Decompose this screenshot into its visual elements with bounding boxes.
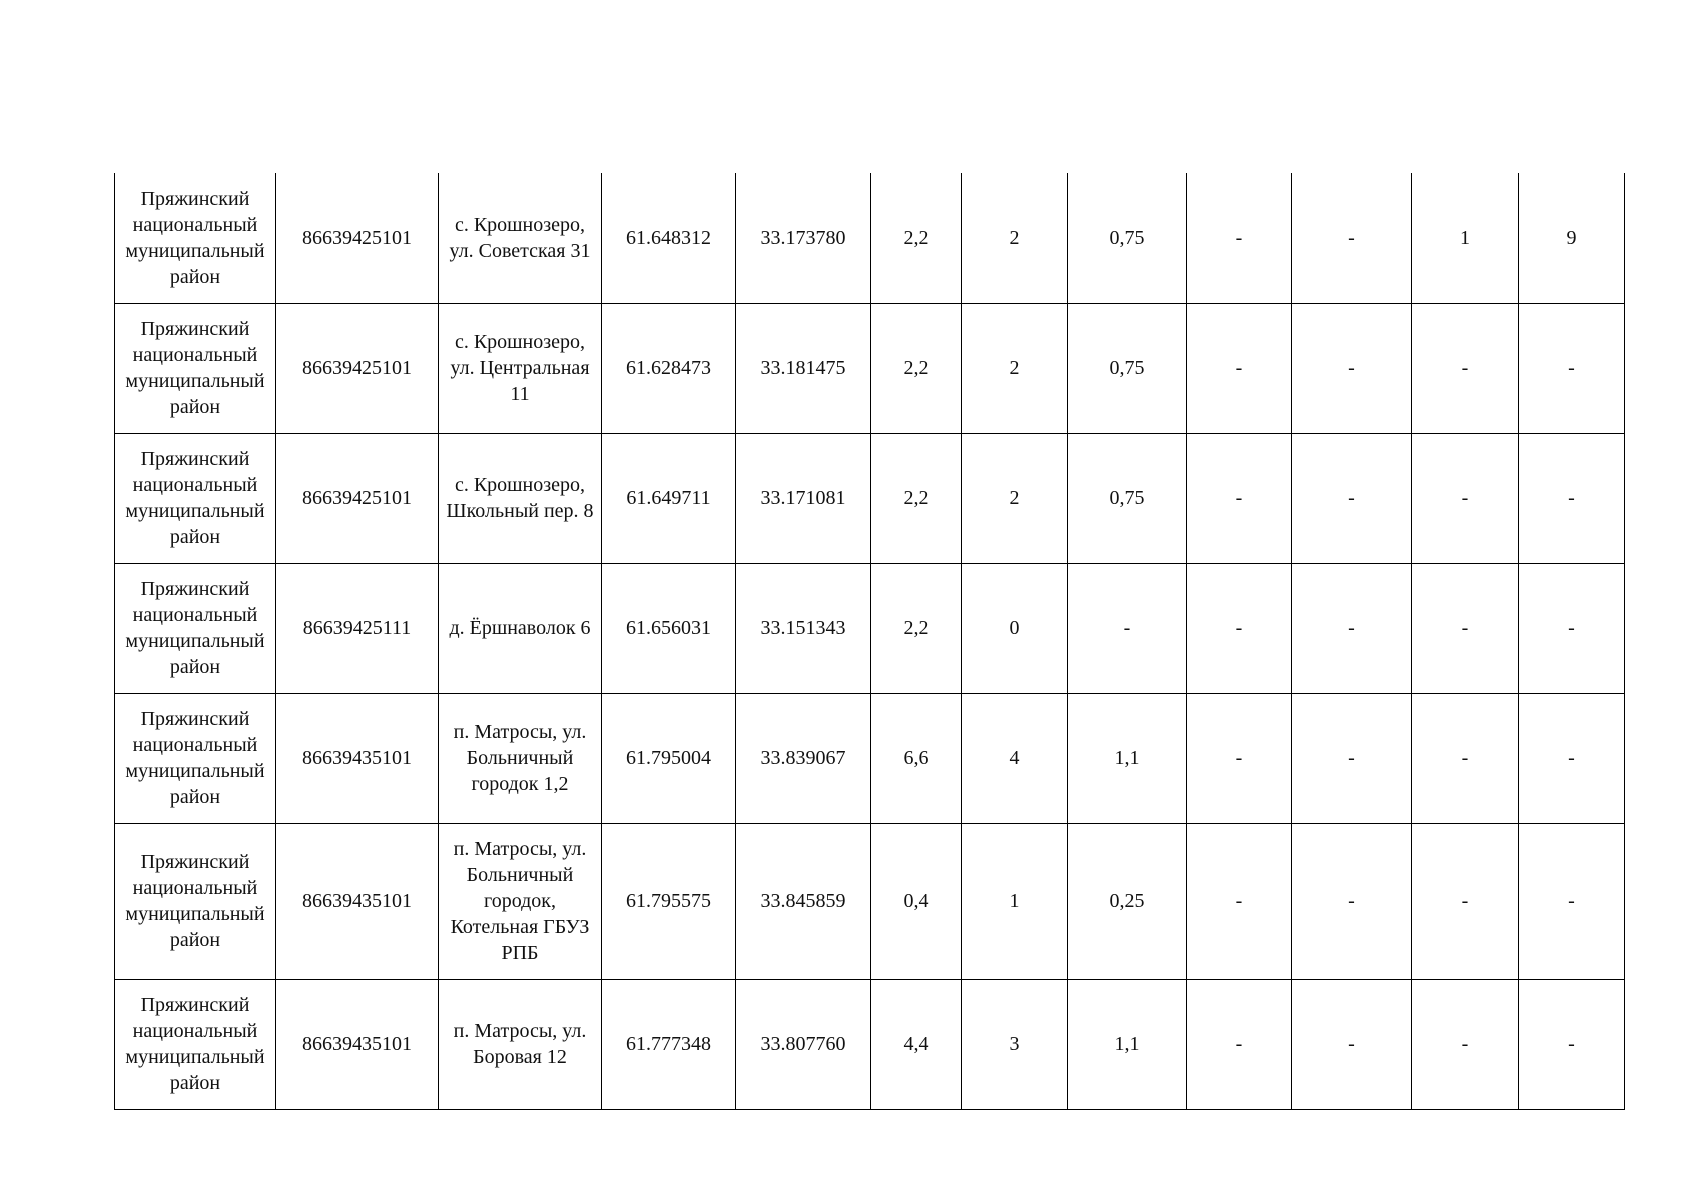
value-cell-7: 2	[962, 433, 1068, 563]
oktmo-code-cell: 86639425101	[276, 303, 439, 433]
value-cell-6: 2,2	[871, 303, 962, 433]
table-row	[115, 693, 1625, 823]
district-cell: Пряжинский национальный муниципальный район	[115, 563, 276, 693]
oktmo-code-cell: 86639435101	[276, 823, 439, 979]
value-cell-12: -	[1519, 433, 1625, 563]
value-cell-7: 2	[962, 173, 1068, 303]
value-cell-9: -	[1187, 303, 1292, 433]
table-row	[115, 979, 1625, 1109]
table-row	[115, 303, 1625, 433]
longitude-cell: 33.173780	[736, 173, 871, 303]
value-cell-10: -	[1292, 563, 1412, 693]
longitude-cell: 33.151343	[736, 563, 871, 693]
address-cell: с. Крошнозеро, Школьный пер. 8	[439, 433, 602, 563]
longitude-cell: 33.171081	[736, 433, 871, 563]
value-cell-9: -	[1187, 823, 1292, 979]
value-cell-11: -	[1412, 823, 1519, 979]
value-cell-12: -	[1519, 303, 1625, 433]
value-cell-11: -	[1412, 693, 1519, 823]
value-cell-6: 0,4	[871, 823, 962, 979]
table-body	[115, 173, 1625, 1109]
table-row	[115, 173, 1625, 303]
district-cell: Пряжинский национальный муниципальный район	[115, 693, 276, 823]
district-cell: Пряжинский национальный муниципальный район	[115, 303, 276, 433]
value-cell-9: -	[1187, 563, 1292, 693]
longitude-cell: 33.807760	[736, 979, 871, 1109]
value-cell-8: 0,75	[1068, 173, 1187, 303]
latitude-cell: 61.795575	[602, 823, 736, 979]
value-cell-12: -	[1519, 693, 1625, 823]
address-cell: с. Крошнозеро, ул. Центральная 11	[439, 303, 602, 433]
latitude-cell: 61.777348	[602, 979, 736, 1109]
value-cell-11: -	[1412, 433, 1519, 563]
value-cell-10: -	[1292, 693, 1412, 823]
address-cell: п. Матросы, ул. Больничный городок, Котельная ГБУЗ РПБ	[439, 823, 602, 979]
value-cell-10: -	[1292, 173, 1412, 303]
value-cell-12: 9	[1519, 173, 1625, 303]
value-cell-7: 4	[962, 693, 1068, 823]
value-cell-6: 2,2	[871, 173, 962, 303]
value-cell-10: -	[1292, 433, 1412, 563]
value-cell-7: 2	[962, 303, 1068, 433]
value-cell-6: 4,4	[871, 979, 962, 1109]
value-cell-9: -	[1187, 979, 1292, 1109]
value-cell-7: 0	[962, 563, 1068, 693]
value-cell-12: -	[1519, 823, 1625, 979]
value-cell-8: -	[1068, 563, 1187, 693]
value-cell-11: -	[1412, 563, 1519, 693]
data-table	[114, 173, 1625, 1110]
table-row	[115, 433, 1625, 563]
value-cell-8: 0,75	[1068, 433, 1187, 563]
value-cell-11: -	[1412, 979, 1519, 1109]
value-cell-6: 2,2	[871, 563, 962, 693]
table-row	[115, 563, 1625, 693]
value-cell-11: -	[1412, 303, 1519, 433]
table-row	[115, 823, 1625, 979]
district-cell: Пряжинский национальный муниципальный район	[115, 979, 276, 1109]
latitude-cell: 61.628473	[602, 303, 736, 433]
address-cell: с. Крошнозеро, ул. Советская 31	[439, 173, 602, 303]
longitude-cell: 33.845859	[736, 823, 871, 979]
longitude-cell: 33.181475	[736, 303, 871, 433]
value-cell-12: -	[1519, 979, 1625, 1109]
district-cell: Пряжинский национальный муниципальный район	[115, 173, 276, 303]
address-cell: п. Матросы, ул. Боровая 12	[439, 979, 602, 1109]
value-cell-10: -	[1292, 823, 1412, 979]
oktmo-code-cell: 86639435101	[276, 693, 439, 823]
oktmo-code-cell: 86639425111	[276, 563, 439, 693]
address-cell: п. Матросы, ул. Больничный городок 1,2	[439, 693, 602, 823]
value-cell-9: -	[1187, 693, 1292, 823]
value-cell-11: 1	[1412, 173, 1519, 303]
value-cell-7: 1	[962, 823, 1068, 979]
district-cell: Пряжинский национальный муниципальный район	[115, 433, 276, 563]
value-cell-12: -	[1519, 563, 1625, 693]
value-cell-8: 0,25	[1068, 823, 1187, 979]
address-cell: д. Ёршнаволок 6	[439, 563, 602, 693]
longitude-cell: 33.839067	[736, 693, 871, 823]
oktmo-code-cell: 86639435101	[276, 979, 439, 1109]
latitude-cell: 61.656031	[602, 563, 736, 693]
latitude-cell: 61.648312	[602, 173, 736, 303]
value-cell-9: -	[1187, 173, 1292, 303]
value-cell-7: 3	[962, 979, 1068, 1109]
value-cell-10: -	[1292, 303, 1412, 433]
oktmo-code-cell: 86639425101	[276, 173, 439, 303]
oktmo-code-cell: 86639425101	[276, 433, 439, 563]
value-cell-10: -	[1292, 979, 1412, 1109]
value-cell-8: 0,75	[1068, 303, 1187, 433]
value-cell-9: -	[1187, 433, 1292, 563]
value-cell-8: 1,1	[1068, 693, 1187, 823]
latitude-cell: 61.649711	[602, 433, 736, 563]
value-cell-6: 6,6	[871, 693, 962, 823]
latitude-cell: 61.795004	[602, 693, 736, 823]
value-cell-8: 1,1	[1068, 979, 1187, 1109]
district-cell: Пряжинский национальный муниципальный район	[115, 823, 276, 979]
value-cell-6: 2,2	[871, 433, 962, 563]
